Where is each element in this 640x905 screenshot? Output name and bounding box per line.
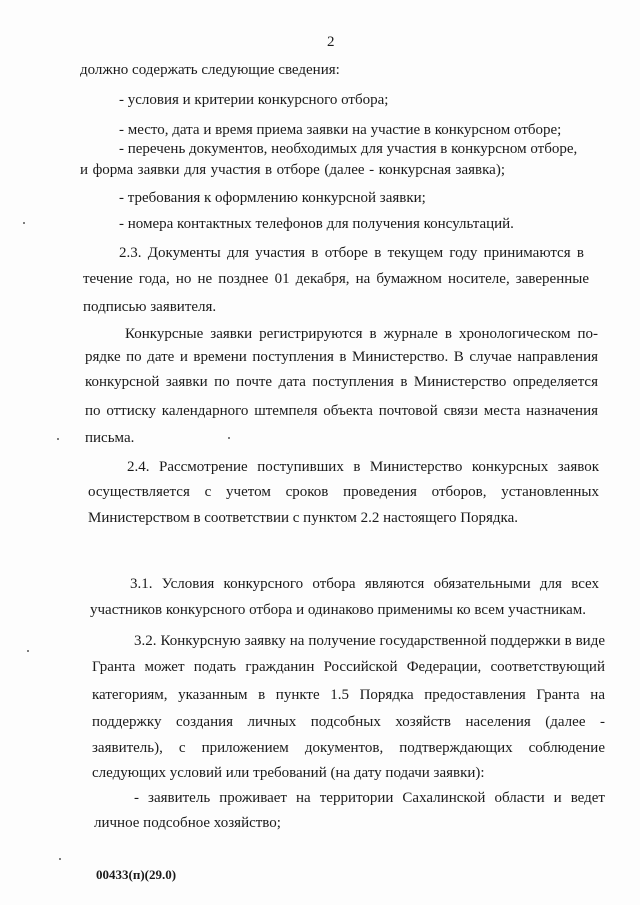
scan-speck bbox=[228, 437, 230, 439]
paragraph-line: должно содержать следующие сведения: bbox=[80, 62, 340, 78]
paragraph-line: участников конкурсного отбора и одинаково применимы ко всем участникам. bbox=[90, 602, 587, 618]
list-item: - условия и критерии конкурсного отбора; bbox=[119, 92, 389, 108]
paragraph-line: осуществляется с учетом сроков проведения отборов, установленных bbox=[88, 484, 599, 500]
paragraph-line: 3.1. Условия конкурсного отбора являются обязательными для всех bbox=[130, 576, 599, 592]
scan-speck bbox=[23, 222, 25, 224]
paragraph-line: подписью заявителя. bbox=[83, 299, 217, 315]
scan-speck bbox=[57, 438, 59, 440]
paragraph-line: конкурсной заявки по почте дата поступления в Министерство определяется bbox=[85, 374, 598, 390]
list-item: - номера контактных телефонов для получения консультаций. bbox=[119, 216, 514, 232]
list-item: - перечень документов, необходимых для участия в конкурсном отборе, bbox=[119, 141, 578, 157]
paragraph-line: по оттиску календарного штемпеля объекта почтовой связи места назначения bbox=[85, 403, 598, 419]
paragraph-line: Гранта может подать гражданин Российской Федерации, соответствующий bbox=[92, 659, 605, 675]
list-item: - место, дата и время приема заявки на участие в конкурсном отборе; bbox=[119, 122, 562, 138]
paragraph-line: течение года, но не позднее 01 декабря, на бумажном носителе, заверенные bbox=[83, 271, 589, 287]
paragraph-line: 2.3. Документы для участия в отборе в текущем году принимаются в bbox=[119, 245, 584, 261]
paragraph-line: Конкурсные заявки регистрируются в журнале в хронологическом по- bbox=[125, 326, 598, 342]
paragraph-line: поддержку создания личных подсобных хозяйств населения (далее - bbox=[92, 714, 605, 730]
list-item: - заявитель проживает на территории Сахалинской области и ведет bbox=[134, 790, 605, 806]
document-code-footer: 00433(п)(29.0) bbox=[96, 867, 177, 882]
paragraph-line: следующих условий или требований (на дату подачи заявки): bbox=[92, 765, 485, 781]
paragraph-line: рядке по дате и времени поступления в Министерство. В случае направления bbox=[85, 349, 598, 365]
paragraph-line: и форма заявки для участия в отборе (далее - конкурсная заявка); bbox=[80, 162, 505, 178]
scan-speck bbox=[59, 858, 61, 860]
paragraph-line: Министерством в соответствии с пунктом 2.2 настоящего Порядка. bbox=[88, 510, 519, 526]
list-item: - требования к оформлению конкурсной заявки; bbox=[119, 190, 426, 206]
paragraph-line: категориям, указанным в пункте 1.5 Порядка предоставления Гранта на bbox=[92, 687, 605, 703]
page-number: 2 bbox=[327, 34, 335, 50]
paragraph-line: 3.2. Конкурсную заявку на получение государственной поддержки в виде bbox=[134, 633, 605, 649]
paragraph-line: письма. bbox=[85, 430, 135, 446]
paragraph-line: 2.4. Рассмотрение поступивших в Министерство конкурсных заявок bbox=[127, 459, 599, 475]
scan-speck bbox=[27, 650, 29, 652]
paragraph-line: заявитель), с приложением документов, подтверждающих соблюдение bbox=[92, 740, 605, 756]
paragraph-line: личное подсобное хозяйство; bbox=[94, 815, 281, 831]
